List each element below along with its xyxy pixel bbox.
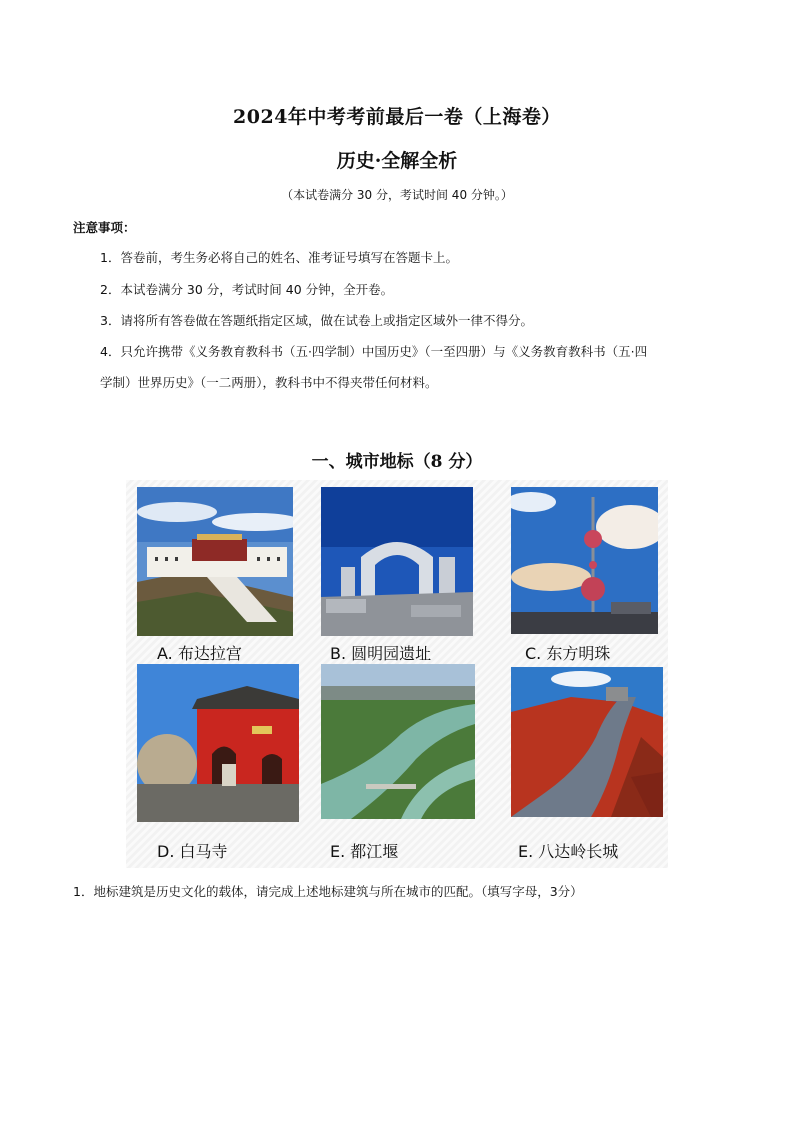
exam-note: （本试卷满分 30 分，考试时间 40 分钟。） <box>281 188 513 202</box>
attention-item: 2．本试卷满分 30 分，考试时间 40 分钟，全开卷。 <box>100 282 394 297</box>
landmark-caption: E. 都江堰 <box>330 842 399 861</box>
attention-heading: 注意事项： <box>73 220 136 235</box>
dujiangyan-photo <box>321 664 475 819</box>
white-horse-temple-photo <box>137 664 299 822</box>
landmark-caption: E. 八达岭长城 <box>518 842 619 861</box>
attention-item: 3．请将所有答卷做在答题纸指定区域，做在试卷上或指定区域外一律不得分。 <box>100 313 533 328</box>
exam-subtitle: 历史·全解全析 <box>336 150 458 172</box>
landmark-caption: A. 布达拉宫 <box>157 644 242 663</box>
landmark-caption: D. 白马寺 <box>157 842 228 861</box>
section-title: 一、城市地标（8 分） <box>311 452 483 472</box>
landmark-caption: B. 圆明园遗址 <box>330 644 432 663</box>
attention-item: 1．答卷前，考生务必将自己的姓名、准考证号填写在答题卡上。 <box>100 250 458 265</box>
exam-title: 2024年中考考前最后一卷（上海卷） <box>233 106 561 128</box>
landmark-caption: C. 东方明珠 <box>525 644 611 663</box>
attention-item: 4．只允许携带《义务教育教科书（五·四学制）中国历史》（一至四册）与《义务教育教科书（五·四 <box>100 344 648 359</box>
yuanmingyuan-ruins-photo <box>321 487 473 636</box>
potala-palace-photo <box>137 487 293 636</box>
attention-item-continued: 学制）世界历史》（一二两册），教科书中不得夹带任何材料。 <box>100 375 438 390</box>
oriental-pearl-tower-photo <box>511 487 658 634</box>
badaling-great-wall-photo <box>511 667 663 817</box>
question-1: 1．地标建筑是历史文化的载体，请完成上述地标建筑与所在城市的匹配。（填写字母，3分） <box>73 884 583 899</box>
